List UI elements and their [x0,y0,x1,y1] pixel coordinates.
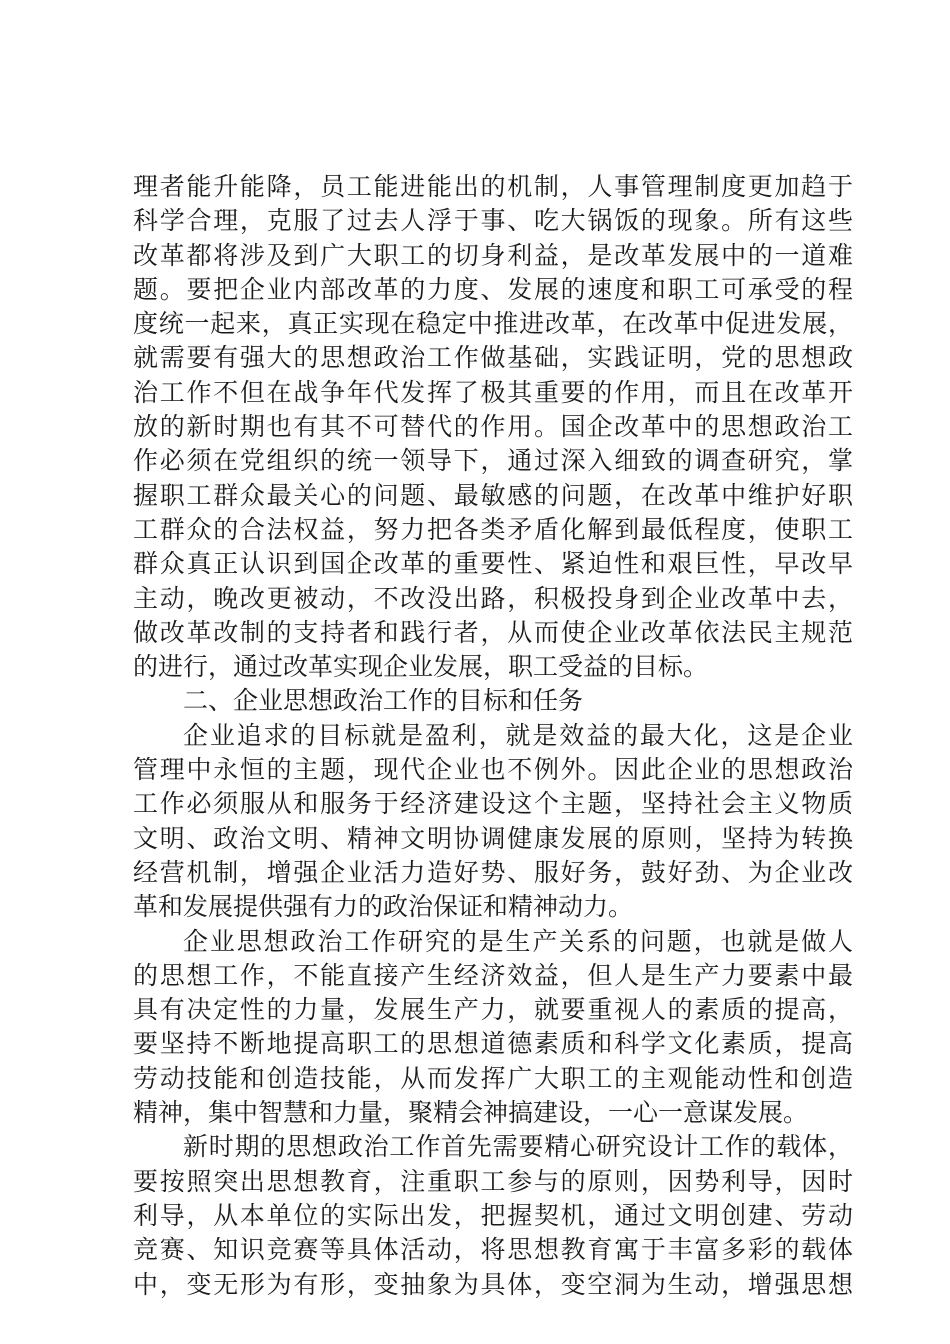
text-line: 文明、政治文明、精神文明协调健康发展的原则，坚持为转换 [133,823,853,853]
text-line: 放的新时期也有其不可替代的作用。国企改革中的思想政治工 [133,412,853,442]
section-heading: 二、企业思想政治工作的目标和任务 [183,686,584,716]
text-line: 度统一起来，真正实现在稳定中推进改革，在改革中促进发展， [133,309,853,339]
text-line: 的思想工作，不能直接产生经济效益，但人是生产力要素中最 [133,960,853,990]
text-line: 新时期的思想政治工作首先需要精心研究设计工作的载体， [183,1132,853,1162]
text-line: 工作必须服从和服务于经济建设这个主题，坚持社会主义物质 [133,789,853,819]
text-line: 精神，集中智慧和力量，聚精会神搞建设，一心一意谋发展。 [133,1098,809,1128]
text-line: 工群众的合法权益，努力把各类矛盾化解到最低程度，使职工 [133,514,853,544]
text-line: 主动，晚改更被动，不改没出路，积极投身到企业改革中去， [133,583,853,613]
text-line: 握职工群众最关心的问题、最敏感的问题，在改革中维护好职 [133,480,853,510]
text-line: 劳动技能和创造技能，从而发挥广大职工的主观能动性和创造 [133,1063,853,1093]
text-line: 群众真正认识到国企改革的重要性、紧迫性和艰巨性，早改早 [133,549,853,579]
text-line: 治工作不但在战争年代发挥了极其重要的作用，而且在改革开 [133,377,853,407]
text-line: 改革都将涉及到广大职工的切身利益，是改革发展中的一道难 [133,240,853,270]
text-line: 企业思想政治工作研究的是生产关系的问题，也就是做人 [183,926,853,956]
text-line: 经营机制，增强企业活力造好势、服好务，鼓好劲、为企业改 [133,857,853,887]
text-line: 要按照突出思想教育，注重职工参与的原则，因势利导，因时 [133,1166,853,1196]
text-line: 科学合理，克服了过去人浮于事、吃大锅饭的现象。所有这些 [133,206,853,236]
text-line: 作必须在党组织的统一领导下，通过深入细致的调查研究，掌 [133,446,853,476]
text-line: 利导，从本单位的实际出发，把握契机，通过文明创建、劳动 [133,1200,853,1230]
text-line: 理者能升能降，员工能进能出的机制，人事管理制度更加趋于 [133,172,853,201]
text-line: 就需要有强大的思想政治工作做基础，实践证明，党的思想政 [133,343,853,373]
text-line: 做改革改制的支持者和践行者，从而使企业改革依法民主规范 [133,617,853,647]
text-line: 革和发展提供强有力的政治保证和精神动力。 [133,892,634,922]
text-line: 题。要把企业内部改革的力度、发展的速度和职工可承受的程 [133,274,853,304]
text-line: 具有决定性的力量，发展生产力，就要重视人的素质的提高， [133,995,853,1025]
text-line: 竞赛、知识竞赛等具体活动，将思想教育寓于丰富多彩的载体 [133,1235,853,1265]
document-body [133,170,853,1302]
text-line: 的进行，通过改革实现企业发展，职工受益的目标。 [133,652,709,682]
text-line: 要坚持不断地提高职工的思想道德素质和科学文化素质，提高 [133,1029,853,1059]
text-line: 中，变无形为有形，变抽象为具体，变空洞为生动，增强思想 [133,1269,853,1299]
text-line: 管理中永恒的主题，现代企业也不例外。因此企业的思想政治 [133,755,853,785]
text-line: 企业追求的目标就是盈利，就是效益的最大化，这是企业 [183,720,853,750]
